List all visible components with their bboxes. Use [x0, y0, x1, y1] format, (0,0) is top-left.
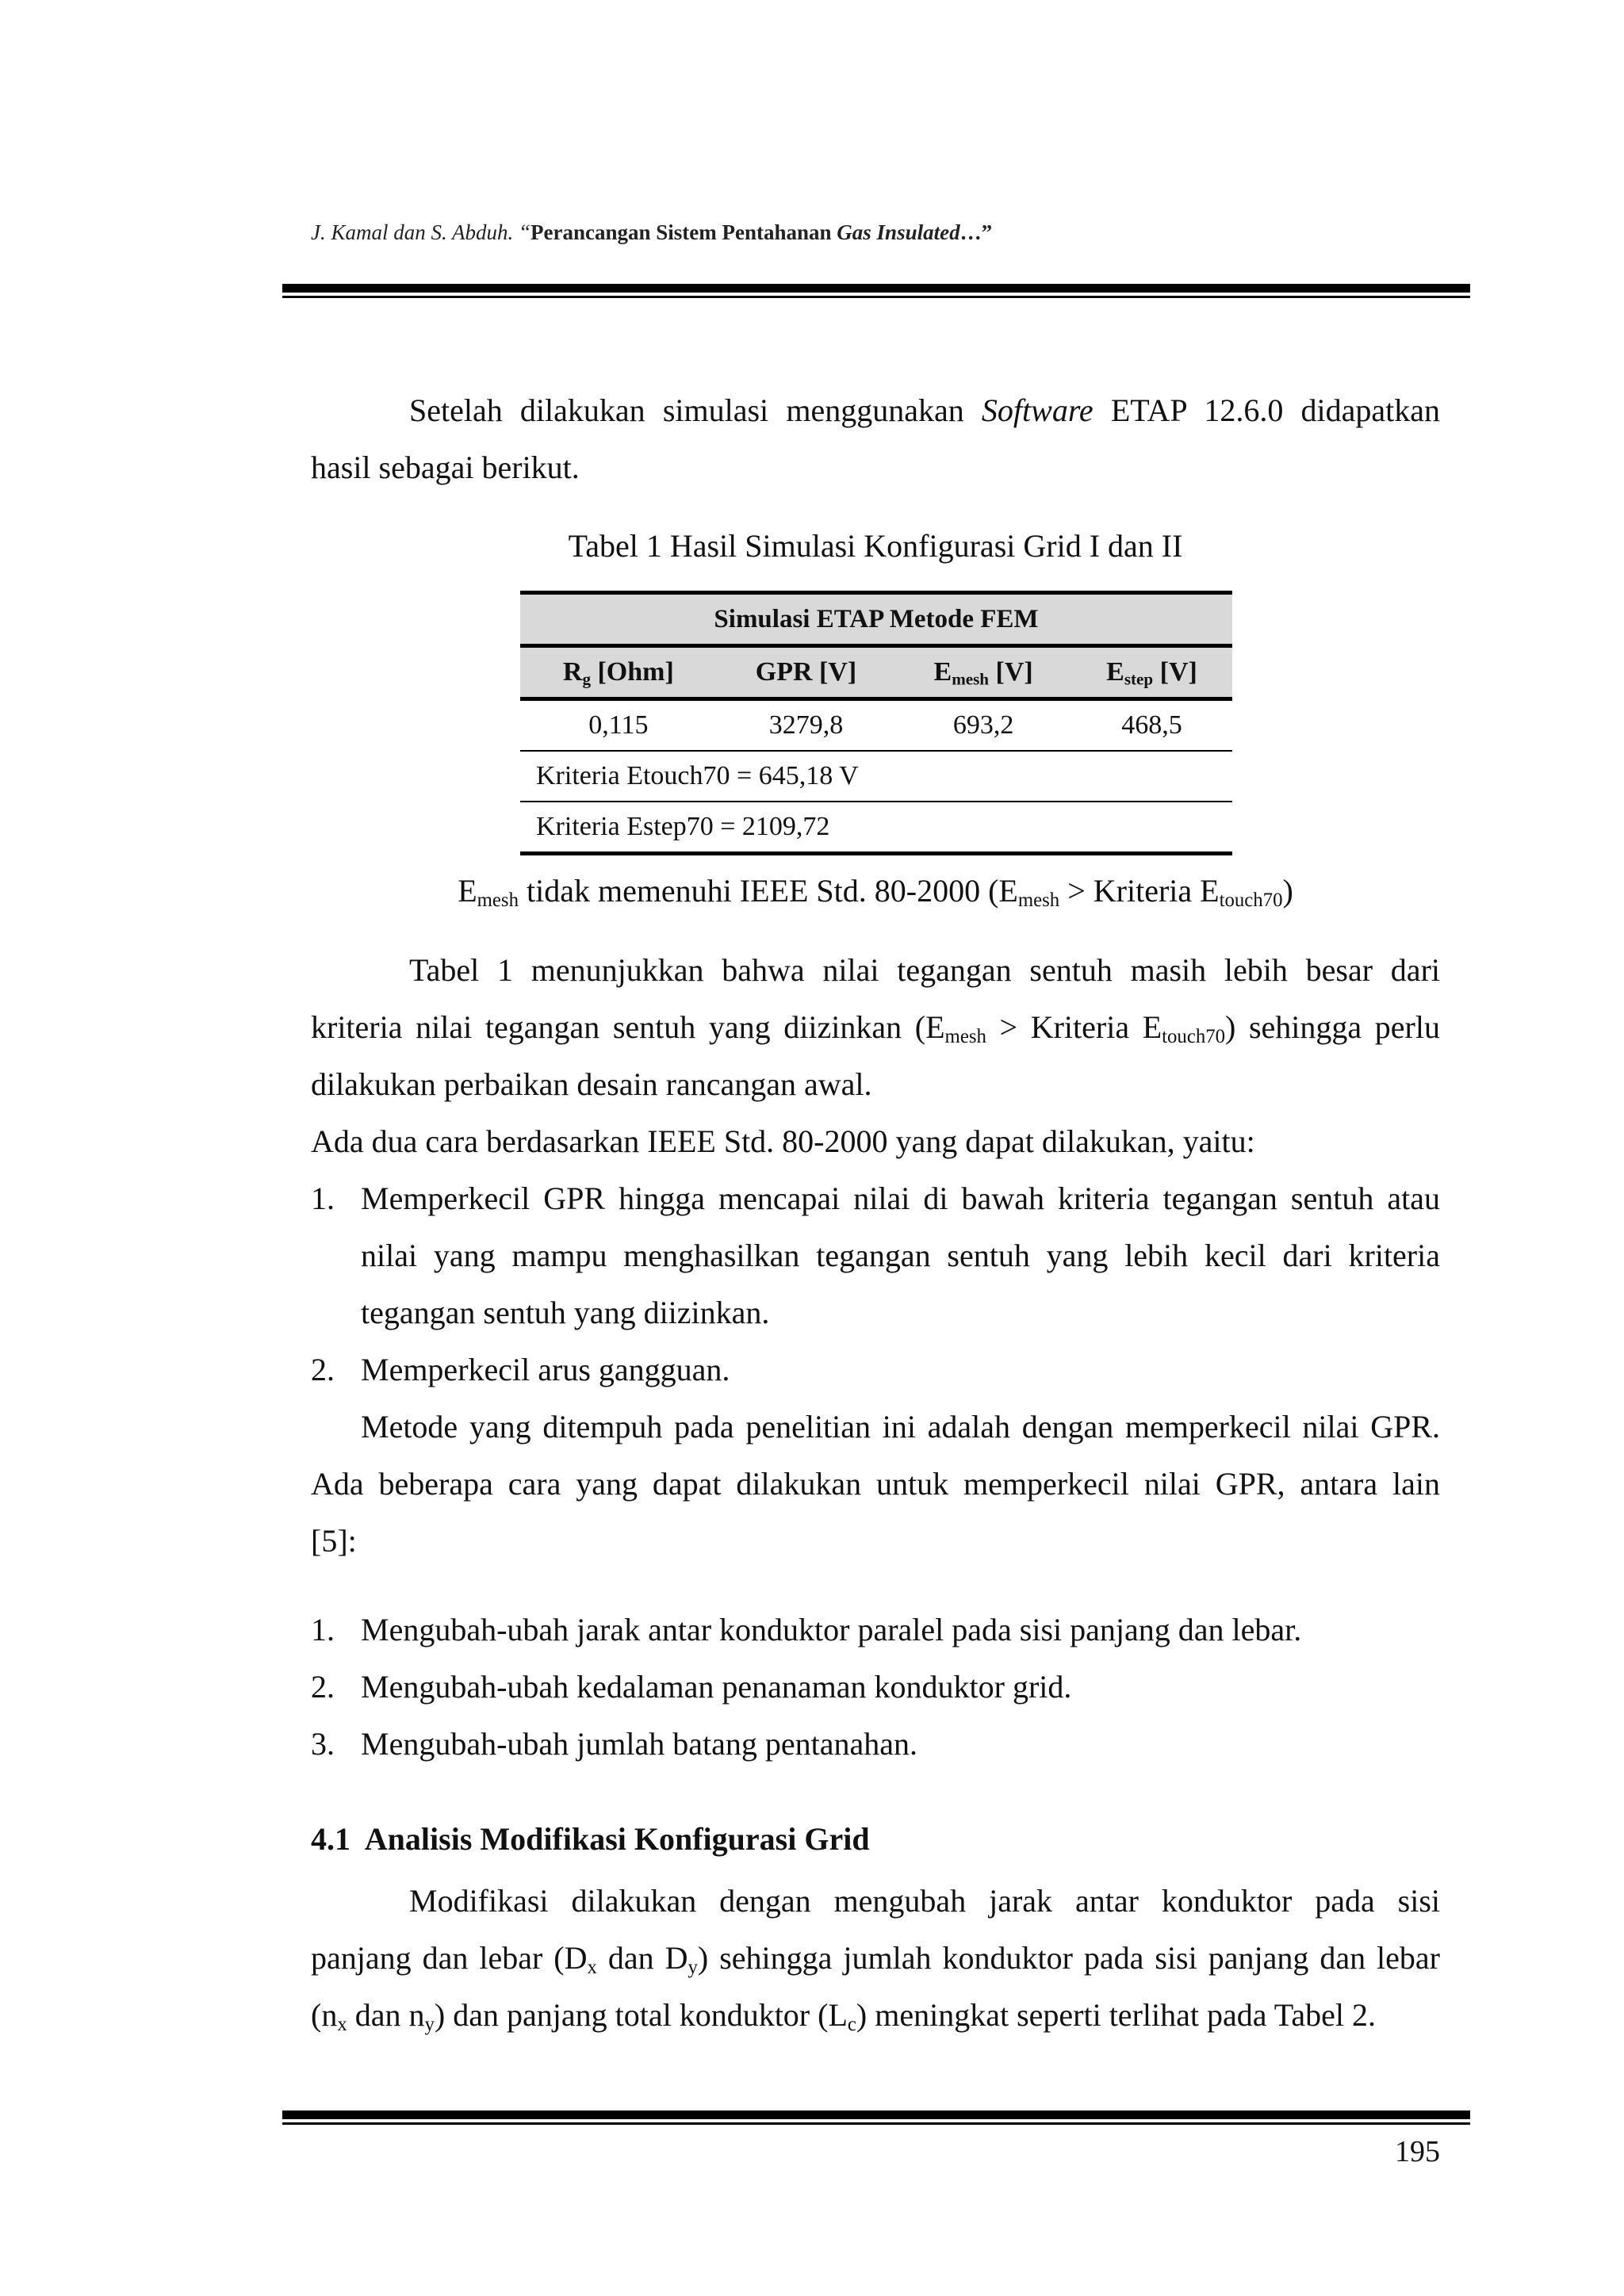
paragraph-modification: Modifikasi dilakukan dengan mengubah jarak antar konduktor pada sisi panjang dan lebar ($D_x$ dan $D_y$) sehingga jumlah konduktor pada sisi panjang dan lebar ($n_x$ dan $n_y$) dan panjang total konduktor $(L_c)$ meningkat seperti terlihat pada Tabel 2.	[311, 1883, 1440, 2036]
list-item: 1. Mengubah-ubah jarak antar konduktor paralel pada sisi panjang dan lebar.	[311, 1612, 1302, 1647]
col-rg: $R_g$ [Ohm]	[520, 646, 717, 699]
col-gpr: GPR [V]	[717, 646, 896, 699]
criteria-row-step: Kriteria Estep70 = 2109,72	[520, 802, 1232, 854]
paragraph-table1-discussion: Tabel 1 menunjukkan bahwa nilai tegangan sentuh masih lebih besar dari kriteria nilai tegangan sentuh yang diizinkan ($E_{mesh}$ > Kriteria $E_{touch70}$) sehingga perlu dilakukan perbaikan desain rancangan awal. Ada dua cara berdasarkan IEEE Std. 80-2000 yang dapat dilakukan, yaitu:	[311, 952, 1440, 1159]
table-group-header: Simulasi ETAP Metode FEM	[520, 593, 1232, 646]
section-heading: 4.1 Analisis Modifikasi Konfigurasi Grid	[311, 1821, 870, 1857]
list-item: 1. Memperkecil GPR hingga mencapai nilai di bawah kriteria tegangan sentuh atau nilai yang mampu menghasilkan tegangan sentuh yang lebih kecil dari kriteria tegangan sentuh yang diizinkan.	[311, 1181, 1440, 1330]
list-item: 2. Memperkecil arus gangguan.	[311, 1352, 730, 1387]
header-rule	[282, 284, 1470, 298]
table-row: 0,115 3279,8 693,2 468,5	[520, 699, 1232, 752]
intro-paragraph: Setelah dilakukan simulasi menggunakan Software ETAP 12.6.0 didapatkan hasil sebagai berikut.	[311, 392, 1440, 485]
list-item: 3. Mengubah-ubah jumlah batang pentanahan.	[311, 1726, 917, 1762]
results-table	[520, 591, 1232, 855]
footer-rule	[282, 2110, 1470, 2125]
col-emesh: $E_{mesh}$ [V]	[895, 646, 1071, 699]
list-item: 2. Mengubah-ubah kedalaman penanaman konduktor grid.	[311, 1669, 1072, 1705]
emesh-note: $E_{mesh}$ tidak memenuhi IEEE Std. 80-2000 ($E_{mesh}$ > Kriteria $E_{touch70}$)	[458, 873, 1293, 912]
running-header: J. Kamal dan S. Abduh. “Perancangan Sistem Pentahanan Gas Insulated…”	[311, 220, 993, 244]
criteria-row-touch: Kriteria Etouch70 = 645,18 V	[520, 751, 1232, 802]
table-column-headers	[520, 646, 1232, 699]
list-ieee-methods	[311, 1170, 1440, 1399]
table-caption: Tabel 1 Hasil Simulasi Konfigurasi Grid I dan II	[568, 528, 1183, 564]
col-estep: $E_{step}$ [V]	[1071, 646, 1232, 699]
page-number: 195	[1395, 2135, 1440, 2168]
paragraph-method: Metode yang ditempuh pada penelitian ini adalah dengan memperkecil nilai GPR. Ada beberapa cara yang dapat dilakukan untuk memperkecil nilai GPR, antara lain [5]:	[311, 1409, 1440, 1559]
list-gpr-methods	[311, 1601, 1440, 1773]
